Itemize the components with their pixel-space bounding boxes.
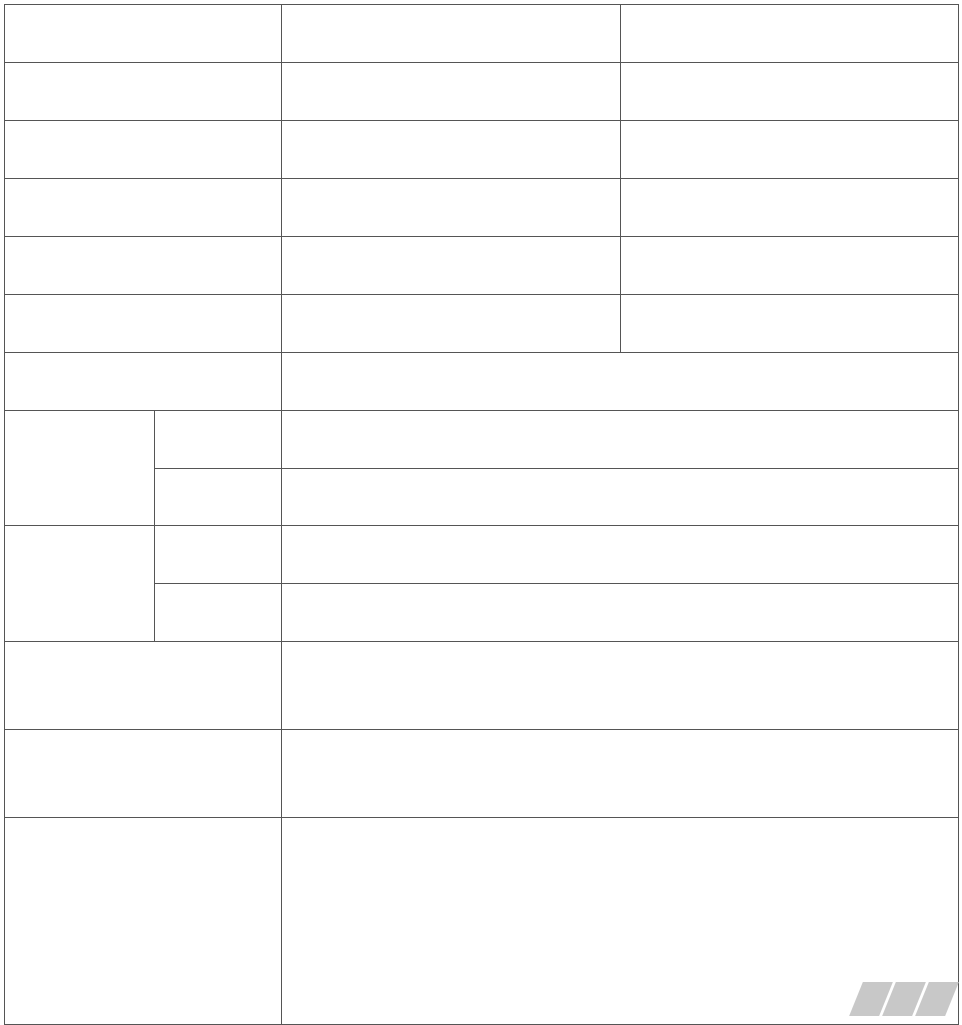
charging-methods xyxy=(282,642,959,730)
row-model-code xyxy=(5,63,959,121)
row-safety xyxy=(5,818,959,1025)
cell-value xyxy=(621,295,959,353)
row-max-load xyxy=(5,237,959,295)
row-label xyxy=(5,179,282,237)
cell-value xyxy=(282,584,959,642)
header-empty-cell xyxy=(5,5,282,63)
row-label-motor xyxy=(5,411,155,526)
row-battery-type xyxy=(5,526,959,584)
watermark-logo xyxy=(856,982,952,1016)
cell-value xyxy=(621,237,959,295)
header-aluminum-van xyxy=(621,5,959,63)
cell-value xyxy=(282,295,621,353)
spec-table xyxy=(4,4,959,1025)
row-label xyxy=(5,818,282,1025)
cell-value xyxy=(282,353,959,411)
cell-value xyxy=(282,411,959,469)
cell-value xyxy=(282,237,621,295)
row-motor-type xyxy=(5,411,959,469)
row-dimensions xyxy=(5,121,959,179)
row-label xyxy=(5,121,282,179)
cell-value xyxy=(282,469,959,526)
cell-value xyxy=(621,179,959,237)
cell-value xyxy=(282,121,621,179)
row-charging xyxy=(5,642,959,730)
range-label xyxy=(5,730,282,818)
sub-label xyxy=(155,411,282,469)
row-label xyxy=(5,237,282,295)
sub-label xyxy=(155,584,282,642)
cell-value xyxy=(621,121,959,179)
cell-value xyxy=(282,526,959,584)
row-range xyxy=(5,730,959,818)
cell-value xyxy=(282,179,621,237)
row-floor-height xyxy=(5,179,959,237)
row-label xyxy=(5,353,282,411)
sub-label xyxy=(155,526,282,584)
row-gross-weight xyxy=(5,295,959,353)
watermark xyxy=(856,982,952,1018)
row-label xyxy=(5,642,282,730)
row-label xyxy=(5,295,282,353)
cell-value xyxy=(282,63,621,121)
cell-value xyxy=(282,730,959,818)
cell-value xyxy=(621,63,959,121)
sub-label xyxy=(155,469,282,526)
header-walkthrough-van xyxy=(282,5,621,63)
header-row xyxy=(5,5,959,63)
row-label-battery xyxy=(5,526,155,642)
row-capacity xyxy=(5,353,959,411)
row-label xyxy=(5,63,282,121)
